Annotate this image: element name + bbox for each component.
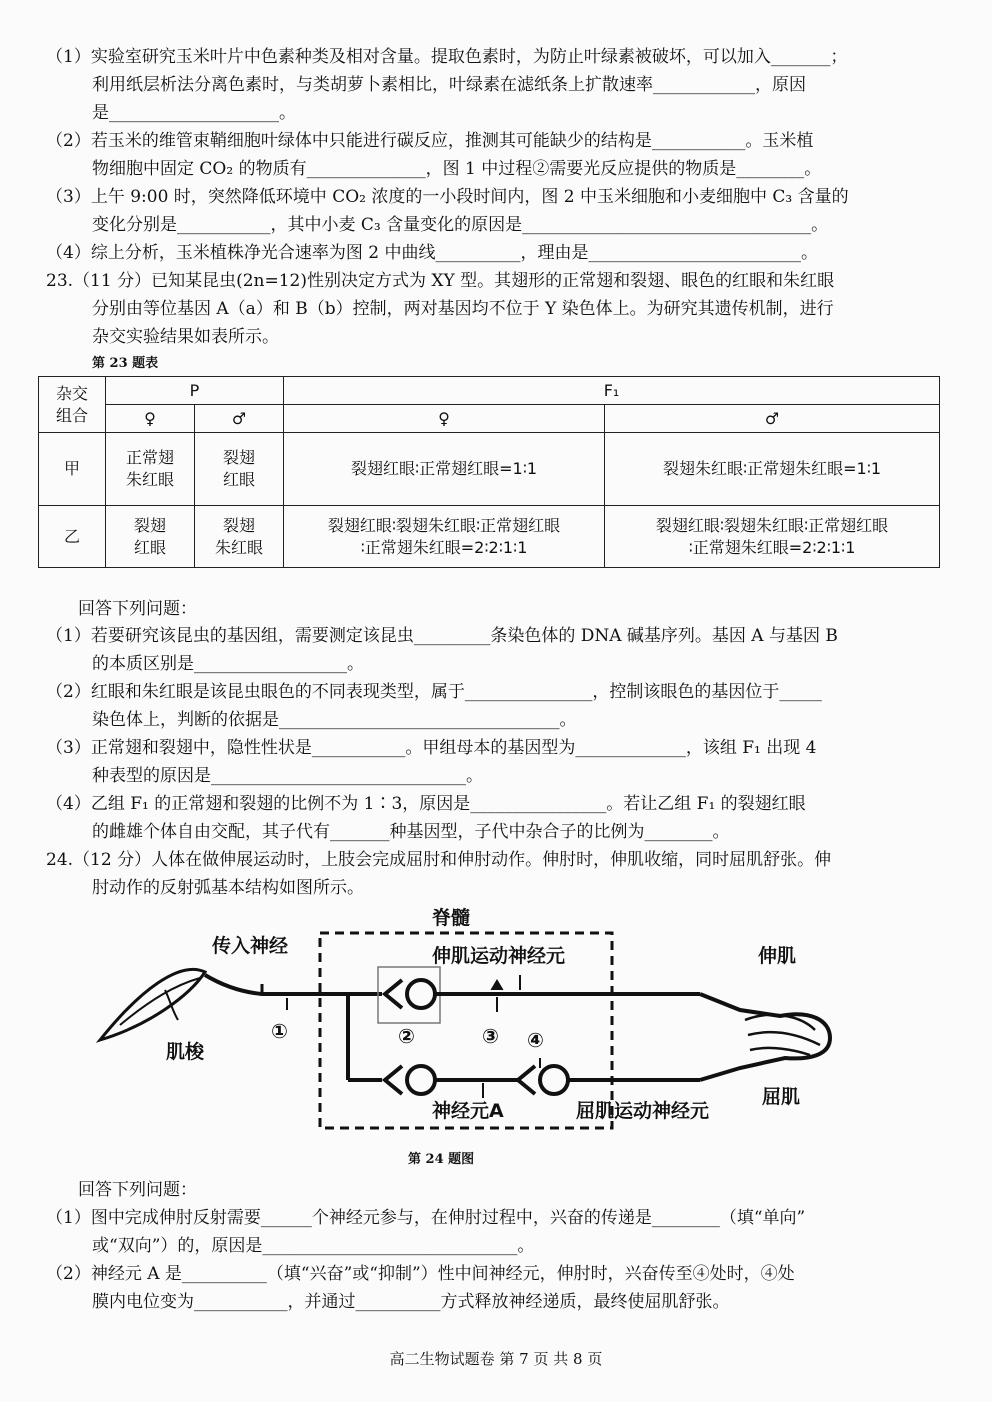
q23-part1-line2: 的本质区别是__________________。: [92, 654, 364, 674]
cell-line: 红眼: [133, 537, 166, 557]
cell-line: 裂翅: [222, 448, 255, 467]
q22-part1-line2: 利用纸层析法分离色素时，与类胡萝卜素相比，叶绿素在滤纸条上扩散速率____________，原因: [92, 75, 806, 95]
extensor-motor-neuron-body: [407, 980, 435, 1008]
q23-part2-line2: 染色体上，判断的依据是_________________________________。: [92, 710, 577, 730]
q24-part1-line2: 或“双向”）的，原因是______________________________。: [92, 1236, 535, 1256]
q22-part2-line2: 物细胞中固定 CO₂ 的物质有______________，图 1 中过程②需要光反应提供的物质是________。: [92, 159, 822, 179]
label-spinal-cord: 脊髓: [432, 907, 471, 929]
cell-line: 裂翅红眼∶裂翅朱红眼∶正常翅红眼: [327, 515, 561, 535]
muscle-spindle-shape: [100, 969, 205, 1040]
header-f1-male: ♂: [605, 405, 940, 433]
q23-part4-line2: 的雌雄个体自由交配，其子代有_______种基因型，子代中杂合子的比例为________。: [92, 822, 730, 842]
q23-table-caption: 第 23 题表: [92, 356, 159, 371]
header-p-female: ♀: [106, 405, 195, 433]
q24-answer-prompt: 回答下列问题：: [78, 1180, 197, 1200]
label-num-3: ③: [482, 1024, 499, 1048]
q24-stem-line1: 24.（12 分）人体在做伸展运动时，上肢会完成屈肘和伸肘动作。伸肘时，伸肌收缩，同时屈肌舒张。伸: [46, 850, 832, 870]
header-f1: F₁: [284, 377, 940, 405]
q24-part2-line1: （2）神经元 A 是__________（填“兴奋”或“抑制”）性中间神经元，伸肘时，兴奋传至④处时，④处: [46, 1264, 795, 1284]
q23-part1-line1: （1）若要研究该昆虫的基因组，需要测定该昆虫_________条染色体的 DNA 碱基序列。基因 A 与基因 B: [46, 626, 838, 646]
cell-line: 裂翅: [222, 515, 255, 535]
q23-part4-line1: （4）乙组 F₁ 的正常翅和裂翅的比例不为 1∶3，原因是________________。若让乙组 F₁ 的裂翅红眼: [46, 794, 806, 814]
cell-line: 裂翅: [133, 515, 166, 535]
label-muscle-spindle: 肌梭: [166, 1041, 205, 1063]
q23-part3-line1: （3）正常翅和裂翅中，隐性性状是___________。甲组母本的基因型为_____________，该组 F₁ 出现 4: [46, 738, 817, 758]
row-name: 甲: [39, 433, 106, 506]
header-p: P: [106, 377, 284, 405]
q23-stem-line2: 分别由等位基因 A（a）和 B（b）控制，两对基因均不位于 Y 染色体上。为研究其遗传机制，进行: [92, 299, 834, 319]
q22-part1-line3: 是____________________。: [92, 103, 296, 123]
q24-part2-line2: 膜内电位变为___________，并通过__________方式释放神经递质，最终使屈肌舒张。: [92, 1292, 730, 1312]
label-num-1: ①: [271, 1019, 288, 1043]
cell-line: 裂翅红眼∶正常翅红眼=1∶1: [350, 459, 538, 478]
label-num-2: ②: [398, 1024, 415, 1048]
cell-line: ∶正常翅朱红眼=2∶2∶1∶1: [360, 537, 528, 557]
cell-line: 裂翅朱红眼∶正常翅朱红眼=1∶1: [662, 459, 882, 478]
q22-part1-line1: （1）实验室研究玉米叶片中色素种类及相对含量。提取色素时，为防止叶绿素被破坏，可以加入_______；: [46, 47, 848, 67]
q23-part3-line2: 种表型的原因是______________________________。: [92, 766, 483, 786]
q23-stem-line1: 23.（11 分）已知某昆虫(2n=12)性别决定方式为 XY 型。其翅形的正常翅和裂翅、眼色的红眼和朱红眼: [46, 271, 835, 291]
label-flexor: 屈肌: [762, 1086, 801, 1108]
cell-line: 裂翅红眼∶裂翅朱红眼∶正常翅红眼: [655, 515, 889, 535]
q23-part2-line1: （2）红眼和朱红眼是该昆虫眼色的不同表现类型，属于_______________，控制该眼色的基因位于_____: [46, 682, 822, 702]
label-extensor: 伸肌: [758, 945, 797, 967]
cell-line: 正常翅: [125, 448, 174, 467]
q22-part3-line1: （3）上午 9:00 时，突然降低环境中 CO₂ 浓度的一小段时间内，图 2 中玉米细胞和小麦细胞中 C₃ 含量的: [46, 187, 849, 207]
q23-stem-line3: 杂交实验结果如表所示。: [92, 327, 279, 347]
afferent-nerve-line: [205, 975, 348, 994]
muscle-outline: [700, 994, 830, 1080]
row-name: 乙: [39, 506, 106, 568]
header-group-line2: 组合: [55, 405, 88, 425]
header-p-male: ♂: [195, 405, 284, 433]
label-extensor-motor-neuron: 伸肌运动神经元: [432, 945, 566, 967]
interneuron-a-body: [407, 1066, 435, 1094]
label-num-4: ④: [527, 1028, 544, 1052]
cell-line: 朱红眼: [125, 470, 174, 489]
label-afferent-nerve: 传入神经: [212, 935, 289, 957]
cell-line: ∶正常翅朱红眼=2∶2∶1∶1: [688, 537, 856, 557]
cell-line: 红眼: [222, 470, 255, 489]
label-flexor-motor-neuron: 屈肌运动神经元: [576, 1100, 710, 1122]
q22-part4: （4）综上分析，玉米植株净光合速率为图 2 中曲线__________，理由是_________________________。: [46, 243, 818, 263]
header-f1-female: ♀: [284, 405, 605, 433]
label-neuron-a: 神经元A: [432, 1100, 504, 1122]
header-group-line1: 杂交: [55, 383, 88, 403]
page-footer: 高二生物试题卷 第 7 页 共 8 页: [389, 1350, 603, 1368]
q22-part2-line1: （2）若玉米的维管束鞘细胞叶绿体中只能进行碳反应，推测其可能缺少的结构是___________。玉米植: [46, 131, 814, 151]
q24-figure-caption: 第 24 题图: [408, 1152, 475, 1167]
q23-answer-prompt: 回答下列问题：: [78, 599, 197, 619]
q24-stem-line2: 肘动作的反射弧基本结构如图所示。: [92, 878, 364, 898]
q22-part3-line2: 变化分别是___________，其中小麦 C₃ 含量变化的原因是__________________________________。: [92, 215, 829, 235]
cell-line: 朱红眼: [214, 537, 263, 557]
q24-part1-line1: （1）图中完成伸肘反射需要______个神经元参与，在伸肘过程中，兴奋的传递是________（填“单向”: [46, 1208, 806, 1228]
flexor-motor-neuron-body: [540, 1066, 568, 1094]
